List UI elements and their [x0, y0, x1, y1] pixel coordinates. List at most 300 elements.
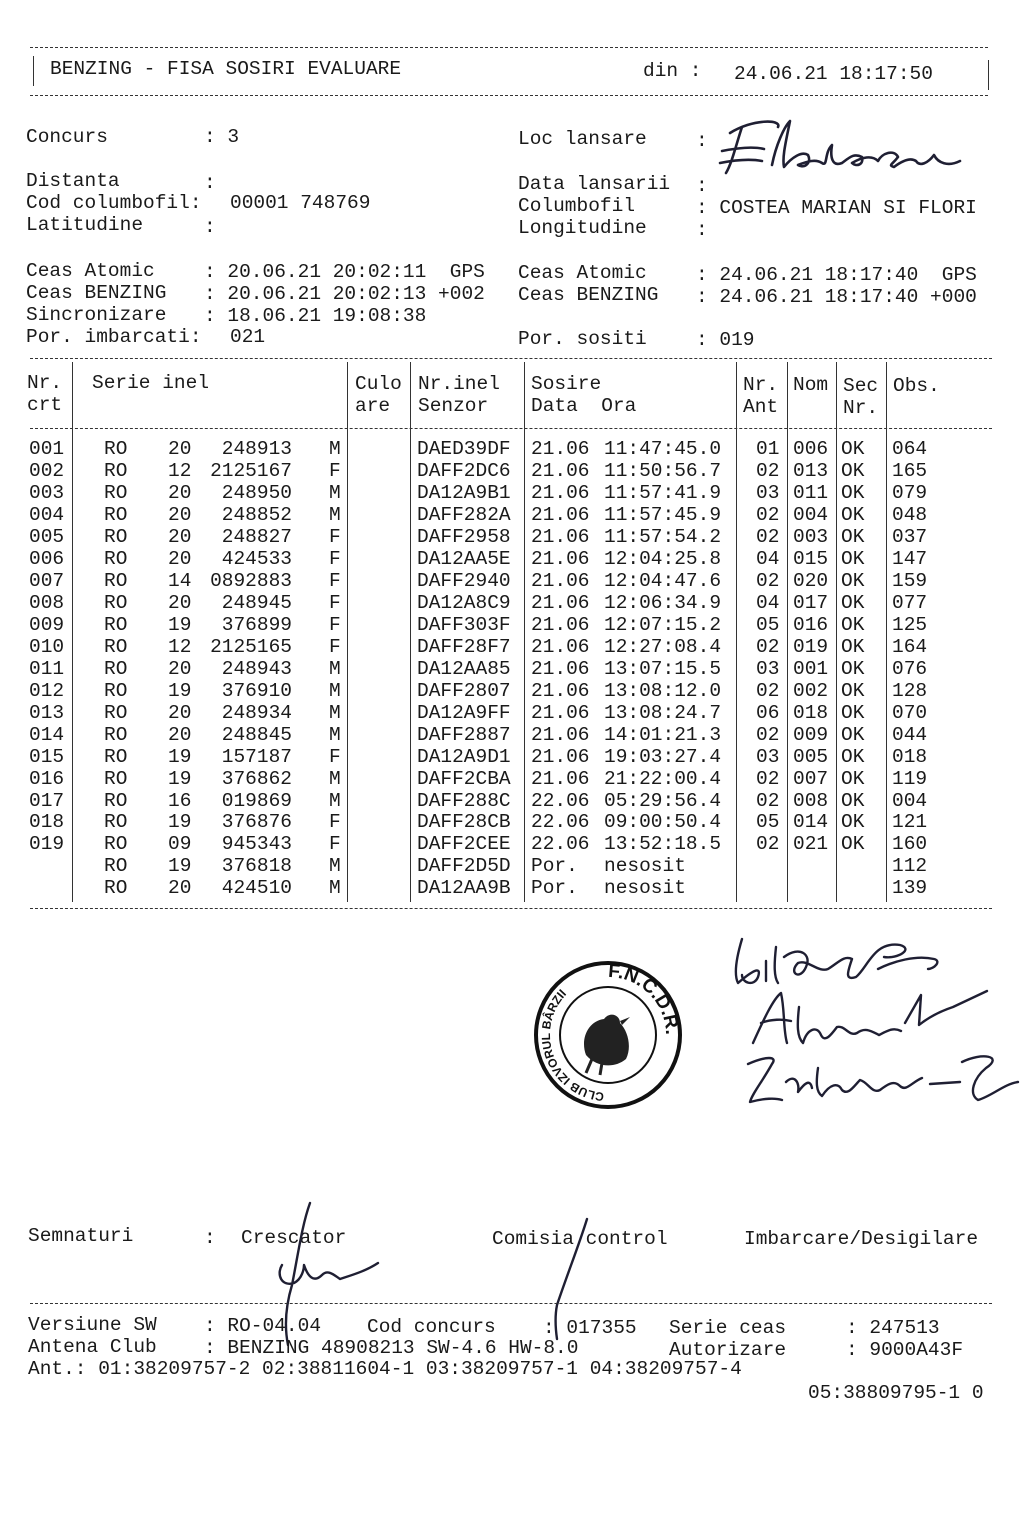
cell-ring-number: 248945 — [221, 591, 292, 614]
cell-sec: OK — [841, 833, 865, 856]
cell-nom: 017 — [793, 591, 829, 614]
cell-arrival-date: Por. — [531, 877, 578, 900]
concurs-value: : 3 — [204, 126, 240, 148]
cell-antenna: 02 — [756, 459, 780, 482]
cell-obs: 079 — [892, 481, 928, 504]
header-border-left — [33, 56, 34, 86]
cell-obs: 076 — [892, 657, 928, 680]
cell-country: RO — [104, 723, 128, 746]
cell-year: 19 — [168, 679, 192, 702]
header-border-top — [30, 47, 988, 48]
header-nr-inel: Nr.inel — [418, 373, 500, 395]
cell-antenna: 02 — [756, 789, 780, 812]
cell-obs: 064 — [892, 438, 928, 460]
distanta-colon: : — [204, 172, 216, 194]
cell-nr-crt: 001 — [29, 438, 65, 460]
cell-sex: F — [329, 569, 341, 592]
cell-sec: OK — [841, 613, 865, 636]
cell-sex: F — [329, 459, 341, 482]
cell-ring-number: 376876 — [221, 811, 292, 834]
header-sec: Sec — [843, 375, 879, 397]
cell-senzor: DAFF282A — [417, 503, 511, 526]
cell-nr-crt: 013 — [29, 701, 65, 724]
concurs-label: Concurs — [26, 126, 108, 148]
stamp-text-left: CLUB IZVORUL BÂRZII — [538, 986, 605, 1104]
columbofil-label: Columbofil — [518, 195, 636, 217]
cell-sec: OK — [841, 525, 865, 548]
cell-senzor: DAFF2807 — [417, 679, 511, 702]
cell-sex: M — [329, 877, 341, 900]
autorizare-label: Autorizare — [669, 1339, 787, 1361]
cell-country: RO — [104, 789, 128, 812]
cell-obs: 004 — [892, 789, 928, 812]
cell-sec: OK — [841, 459, 865, 482]
cell-nom: 008 — [793, 789, 829, 812]
header-border-right — [988, 60, 989, 90]
cell-sec: OK — [841, 438, 865, 460]
table-row — [0, 548, 1024, 570]
cell-sec: OK — [841, 679, 865, 702]
cell-antenna: 02 — [756, 723, 780, 746]
cell-obs: 112 — [892, 855, 928, 878]
cell-nr-crt: 006 — [29, 547, 65, 570]
cell-antenna: 02 — [756, 503, 780, 526]
cell-antenna: 02 — [756, 767, 780, 790]
cell-senzor: DAFF2CBA — [417, 767, 511, 790]
cell-year: 20 — [168, 701, 192, 724]
cell-nr-crt: 018 — [29, 811, 65, 834]
ceas-benzing-label: Ceas BENZING — [26, 282, 167, 304]
table-row — [0, 768, 1024, 790]
cell-arrival-time: 12:07:15.2 — [604, 613, 722, 636]
imbarcare-desigilare-label: Imbarcare/Desigilare — [744, 1228, 979, 1250]
cell-country: RO — [104, 459, 128, 482]
cell-year: 20 — [168, 591, 192, 614]
cell-arrival-time: 13:08:12.0 — [604, 679, 722, 702]
cell-country: RO — [104, 438, 128, 460]
autorizare-value: : 9000A43F — [846, 1339, 964, 1361]
cell-nom: 018 — [793, 701, 829, 724]
cell-senzor: DAFF28CB — [417, 811, 511, 834]
cell-ring-number: 248943 — [221, 657, 292, 680]
cell-ring-number: 424510 — [221, 877, 292, 900]
cell-year: 19 — [168, 767, 192, 790]
comisia-control-label: Comisia control — [492, 1228, 668, 1250]
cell-sex: M — [329, 438, 341, 460]
cell-arrival-date: Por. — [531, 855, 578, 878]
cell-year: 20 — [168, 877, 192, 900]
cell-nr-crt: 008 — [29, 591, 65, 614]
cell-sec: OK — [841, 745, 865, 768]
cell-ring-number: 2125167 — [210, 459, 292, 482]
cell-country: RO — [104, 833, 128, 856]
cell-sex: F — [329, 833, 341, 856]
cell-sex: M — [329, 701, 341, 724]
table-row — [0, 592, 1024, 614]
cell-antenna: 02 — [756, 569, 780, 592]
cell-sec: OK — [841, 811, 865, 834]
cell-obs: 044 — [892, 723, 928, 746]
cell-senzor: DAFF2CEE — [417, 833, 511, 856]
cell-arrival-time: 11:50:56.7 — [604, 459, 722, 482]
cell-nom: 003 — [793, 525, 829, 548]
cell-senzor: DA12AA85 — [417, 657, 511, 680]
table-row — [0, 746, 1024, 768]
cell-nr-crt: 004 — [29, 503, 65, 526]
cell-sec: OK — [841, 723, 865, 746]
crescator-label: Crescator — [241, 1227, 347, 1249]
cell-sec: OK — [841, 701, 865, 724]
por-sositi-label: Por. sositi — [518, 328, 647, 350]
longitudine-label: Longitudine — [518, 217, 647, 239]
cell-arrival-date: 21.06 — [531, 547, 590, 570]
cell-nom: 011 — [793, 481, 829, 504]
cell-year: 20 — [168, 723, 192, 746]
table-row — [0, 658, 1024, 680]
page-title: BENZING - FISA SOSIRI EVALUARE — [50, 58, 402, 80]
cell-year: 12 — [168, 635, 192, 658]
cell-sex: M — [329, 679, 341, 702]
cell-arrival-date: 21.06 — [531, 438, 590, 460]
cell-arrival-time: nesosit — [604, 877, 686, 900]
por-sositi-value: : 019 — [696, 329, 755, 351]
header-nr-ant: Nr. — [743, 374, 779, 396]
cell-nr-crt: 007 — [29, 569, 65, 592]
header-are: are — [355, 395, 391, 417]
cell-antenna: 03 — [756, 745, 780, 768]
cell-ring-number: 945343 — [221, 833, 292, 856]
table-row — [0, 877, 1024, 899]
cell-arrival-time: 14:01:21.3 — [604, 723, 722, 746]
header-sec-nr: Nr. — [843, 397, 879, 419]
cell-year: 19 — [168, 811, 192, 834]
cell-country: RO — [104, 635, 128, 658]
cell-country: RO — [104, 613, 128, 636]
cell-arrival-time: 13:08:24.7 — [604, 701, 722, 724]
cell-obs: 165 — [892, 459, 928, 482]
cell-arrival-time: 13:07:15.5 — [604, 657, 722, 680]
club-stamp — [528, 955, 688, 1115]
ceas-atomic-label: Ceas Atomic — [26, 260, 155, 282]
cell-senzor: DAFF28F7 — [417, 635, 511, 658]
cell-nr-crt: 005 — [29, 525, 65, 548]
table-rule-bottom — [30, 908, 992, 909]
ceas-atomic-start: : 20.06.21 20:02:11 GPS — [204, 261, 485, 283]
commission-signature-3 — [738, 1038, 1024, 1118]
cell-sec: OK — [841, 591, 865, 614]
table-row — [0, 833, 1024, 855]
cell-nom: 014 — [793, 811, 829, 834]
header-serie-inel: Serie inel — [92, 372, 210, 394]
cell-senzor: DAFF2887 — [417, 723, 511, 746]
cell-obs: 147 — [892, 547, 928, 570]
cell-antenna: 02 — [756, 635, 780, 658]
cell-ring-number: 248845 — [221, 723, 292, 746]
cell-sec: OK — [841, 635, 865, 658]
cell-nom: 013 — [793, 459, 829, 482]
cell-arrival-date: 21.06 — [531, 635, 590, 658]
cell-arrival-date: 21.06 — [531, 591, 590, 614]
cell-country: RO — [104, 811, 128, 834]
cell-sex: F — [329, 811, 341, 834]
cell-country: RO — [104, 701, 128, 724]
versiune-value: : RO-04.04 — [204, 1315, 322, 1337]
table-row — [0, 614, 1024, 636]
cell-arrival-time: nesosit — [604, 855, 686, 878]
cell-country: RO — [104, 547, 128, 570]
cell-arrival-date: 21.06 — [531, 745, 590, 768]
cell-ring-number: 019869 — [221, 789, 292, 812]
cell-antenna: 03 — [756, 481, 780, 504]
cell-arrival-date: 22.06 — [531, 833, 590, 856]
cell-ring-number: 157187 — [221, 745, 292, 768]
antenna-list-continued: 05:38809795-1 0 — [808, 1382, 984, 1404]
cell-senzor: DA12A9FF — [417, 701, 511, 724]
cell-arrival-time: 13:52:18.5 — [604, 833, 722, 856]
cell-nr-crt: 003 — [29, 481, 65, 504]
cell-year: 12 — [168, 459, 192, 482]
cell-country: RO — [104, 525, 128, 548]
cell-senzor: DA12A9D1 — [417, 745, 511, 768]
cell-nr-crt: 015 — [29, 745, 65, 768]
cell-senzor: DAFF2940 — [417, 569, 511, 592]
cell-arrival-date: 21.06 — [531, 569, 590, 592]
cell-nr-crt: 014 — [29, 723, 65, 746]
cell-antenna: 05 — [756, 613, 780, 636]
cell-obs: 139 — [892, 877, 928, 900]
cell-nom: 019 — [793, 635, 829, 658]
cell-year: 20 — [168, 481, 192, 504]
cell-country: RO — [104, 481, 128, 504]
cell-country: RO — [104, 503, 128, 526]
cod-concurs-label: Cod concurs — [367, 1316, 496, 1338]
cell-sex: F — [329, 635, 341, 658]
cell-arrival-time: 19:03:27.4 — [604, 745, 722, 768]
cell-country: RO — [104, 657, 128, 680]
cell-country: RO — [104, 679, 128, 702]
table-row — [0, 460, 1024, 482]
cell-antenna: 05 — [756, 811, 780, 834]
header-senzor: Senzor — [418, 395, 489, 417]
cell-arrival-time: 12:06:34.9 — [604, 591, 722, 614]
serie-ceas-value: : 247513 — [846, 1317, 940, 1339]
cell-country: RO — [104, 877, 128, 900]
ceas-benzing-right-label: Ceas BENZING — [518, 284, 659, 306]
cell-obs: 070 — [892, 701, 928, 724]
cell-senzor: DA12AA5E — [417, 547, 511, 570]
cell-arrival-time: 12:04:47.6 — [604, 569, 722, 592]
cell-nom: 007 — [793, 767, 829, 790]
cell-nom: 021 — [793, 833, 829, 856]
cell-ring-number: 248934 — [221, 701, 292, 724]
header-data-ora: Data Ora — [531, 395, 637, 417]
cell-arrival-date: 22.06 — [531, 789, 590, 812]
cell-obs: 048 — [892, 503, 928, 526]
cell-sec: OK — [841, 503, 865, 526]
cell-obs: 077 — [892, 591, 928, 614]
cell-year: 20 — [168, 657, 192, 680]
cell-arrival-date: 21.06 — [531, 679, 590, 702]
cell-country: RO — [104, 767, 128, 790]
cell-arrival-date: 21.06 — [531, 503, 590, 526]
cell-arrival-time: 05:29:56.4 — [604, 789, 722, 812]
print-date-label: din : — [643, 60, 702, 82]
cell-nom: 002 — [793, 679, 829, 702]
cell-sex: M — [329, 481, 341, 504]
cell-arrival-date: 21.06 — [531, 459, 590, 482]
cell-nom: 015 — [793, 547, 829, 570]
cell-sec: OK — [841, 657, 865, 680]
header-crt: crt — [27, 394, 63, 416]
cell-ring-number: 248913 — [221, 438, 292, 460]
cell-senzor: DA12AA9B — [417, 877, 511, 900]
header-ant: Ant — [743, 396, 779, 418]
cell-sec: OK — [841, 547, 865, 570]
table-row — [0, 702, 1024, 724]
cell-ring-number: 376899 — [221, 613, 292, 636]
semnaturi-colon: : — [204, 1227, 216, 1249]
cell-year: 14 — [168, 569, 192, 592]
cell-arrival-date: 21.06 — [531, 767, 590, 790]
cell-obs: 119 — [892, 767, 928, 790]
cell-arrival-time: 11:47:45.0 — [604, 438, 722, 460]
cell-senzor: DA12A8C9 — [417, 591, 511, 614]
cell-sex: M — [329, 503, 341, 526]
cell-antenna: 01 — [756, 438, 780, 460]
cell-nr-crt: 010 — [29, 635, 65, 658]
stamp-text-top: F.N.C.D.R. — [607, 960, 683, 1036]
semnaturi-label: Semnaturi — [28, 1225, 134, 1247]
table-row — [0, 526, 1024, 548]
cell-arrival-date: 21.06 — [531, 613, 590, 636]
header-nom: Nom — [793, 374, 829, 396]
cell-nr-crt: 016 — [29, 767, 65, 790]
cell-nr-crt: 012 — [29, 679, 65, 702]
cell-arrival-time: 12:04:25.8 — [604, 547, 722, 570]
table-row — [0, 504, 1024, 526]
versiune-label: Versiune SW — [28, 1314, 157, 1336]
cell-year: 19 — [168, 745, 192, 768]
serie-ceas-label: Serie ceas — [669, 1317, 787, 1339]
cell-country: RO — [104, 745, 128, 768]
table-row — [0, 438, 1024, 460]
header-border-bottom — [30, 95, 988, 96]
cell-obs: 164 — [892, 635, 928, 658]
header-nr: Nr. — [27, 372, 63, 394]
cell-nr-crt: 011 — [29, 657, 65, 680]
cell-sec: OK — [841, 481, 865, 504]
cod-columbofil-value: 00001 748769 — [230, 192, 371, 214]
cell-obs: 121 — [892, 811, 928, 834]
cell-obs: 037 — [892, 525, 928, 548]
cod-columbofil-label: Cod columbofil: — [26, 192, 202, 214]
distanta-label: Distanta — [26, 170, 120, 192]
cell-nr-crt: 019 — [29, 833, 65, 856]
cell-ring-number: 376862 — [221, 767, 292, 790]
table-row — [0, 790, 1024, 812]
latitudine-label: Latitudine — [26, 214, 144, 236]
cell-sex: F — [329, 547, 341, 570]
cell-senzor: DA12A9B1 — [417, 481, 511, 504]
cell-nr-crt: 002 — [29, 459, 65, 482]
latitudine-colon: : — [204, 216, 216, 238]
data-lansarii-colon: : — [696, 175, 708, 197]
cell-arrival-date: 21.06 — [531, 525, 590, 548]
cell-sex: F — [329, 591, 341, 614]
header-obs: Obs. — [893, 375, 940, 397]
cell-year: 09 — [168, 833, 192, 856]
ceas-benzing-start: : 20.06.21 20:02:13 +002 — [204, 283, 485, 305]
cell-sex: M — [329, 855, 341, 878]
cell-year: 20 — [168, 547, 192, 570]
cell-senzor: DAFF288C — [417, 789, 511, 812]
header-sosire: Sosire — [531, 373, 602, 395]
cell-ring-number: 2125165 — [210, 635, 292, 658]
cell-sex: M — [329, 789, 341, 812]
cell-nom: 005 — [793, 745, 829, 768]
columbofil-value: : COSTEA MARIAN SI FLORI — [696, 197, 977, 219]
cell-senzor: DAFF2958 — [417, 525, 511, 548]
cell-ring-number: 424533 — [221, 547, 292, 570]
cell-country: RO — [104, 591, 128, 614]
por-imbarcati-value: 021 — [230, 326, 266, 348]
cell-nom: 004 — [793, 503, 829, 526]
table-rule-header — [30, 428, 992, 429]
cell-year: 20 — [168, 525, 192, 548]
cell-year: 19 — [168, 613, 192, 636]
cell-obs: 128 — [892, 679, 928, 702]
cell-arrival-date: 22.06 — [531, 811, 590, 834]
cell-obs: 125 — [892, 613, 928, 636]
cell-nr-crt: 009 — [29, 613, 65, 636]
cell-arrival-date: 21.06 — [531, 723, 590, 746]
cell-ring-number: 248827 — [221, 525, 292, 548]
cell-nom: 001 — [793, 657, 829, 680]
cod-concurs-value: : 017355 — [543, 1317, 637, 1339]
cell-senzor: DAED39DF — [417, 438, 511, 460]
cell-arrival-time: 09:00:50.4 — [604, 811, 722, 834]
cell-sex: F — [329, 525, 341, 548]
table-row — [0, 482, 1024, 504]
cell-antenna: 02 — [756, 679, 780, 702]
cell-nom: 016 — [793, 613, 829, 636]
cell-sex: M — [329, 657, 341, 680]
cell-year: 20 — [168, 503, 192, 526]
cell-year: 20 — [168, 438, 192, 460]
longitudine-colon: : — [696, 219, 708, 241]
cell-sex: M — [329, 767, 341, 790]
cell-antenna: 02 — [756, 525, 780, 548]
cell-obs: 018 — [892, 745, 928, 768]
sincronizare-label: Sincronizare — [26, 304, 167, 326]
ceas-benzing-end: : 24.06.21 18:17:40 +000 — [696, 286, 977, 308]
cell-arrival-time: 12:27:08.4 — [604, 635, 722, 658]
cell-year: 16 — [168, 789, 192, 812]
antena-label: Antena Club — [28, 1336, 157, 1358]
cell-nr-crt: 017 — [29, 789, 65, 812]
cell-sex: M — [329, 723, 341, 746]
cell-nom: 009 — [793, 723, 829, 746]
cell-obs: 160 — [892, 833, 928, 856]
data-lansarii-label: Data lansarii — [518, 173, 671, 195]
cell-antenna: 03 — [756, 657, 780, 680]
header-culo: Culo — [355, 373, 402, 395]
cell-antenna: 02 — [756, 833, 780, 856]
table-row — [0, 636, 1024, 658]
loc-lansare-handwriting — [712, 105, 972, 185]
ceas-atomic-end: : 24.06.21 18:17:40 GPS — [696, 264, 977, 286]
por-imbarcati-label: Por. imbarcati: — [26, 326, 202, 348]
